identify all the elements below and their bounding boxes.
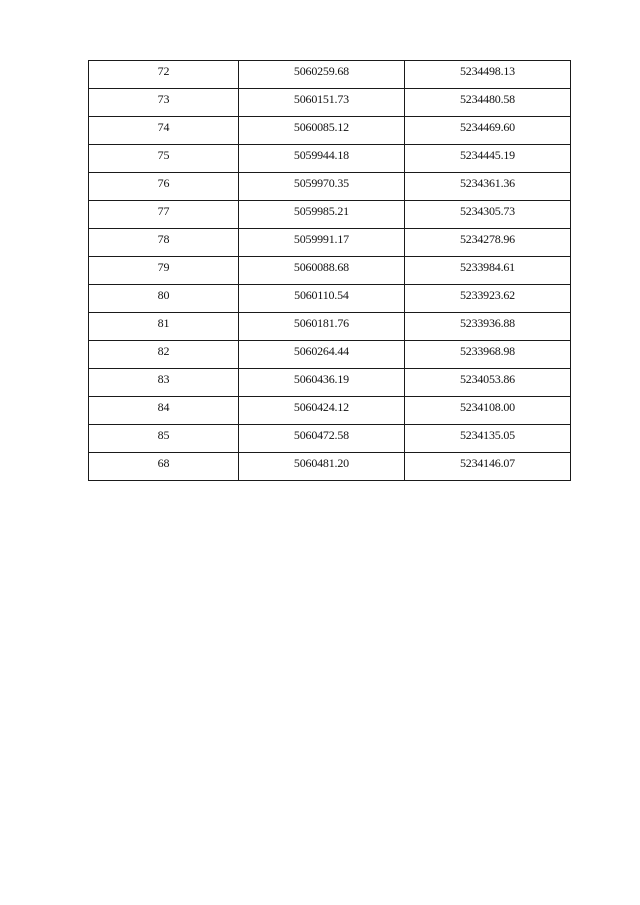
table-row bbox=[89, 313, 571, 341]
point-number-cell: 83 bbox=[89, 369, 239, 397]
table-row bbox=[89, 201, 571, 229]
point-number-cell: 84 bbox=[89, 397, 239, 425]
point-number-cell: 77 bbox=[89, 201, 239, 229]
y-coordinate-cell: 5234146.07 bbox=[404, 453, 570, 481]
x-coordinate-cell: 5059991.17 bbox=[238, 229, 404, 257]
x-coordinate-cell: 5060110.54 bbox=[238, 285, 404, 313]
y-coordinate-cell: 5234469.60 bbox=[404, 117, 570, 145]
y-coordinate-cell: 5234445.19 bbox=[404, 145, 570, 173]
coordinates-table bbox=[88, 60, 571, 481]
y-coordinate-cell: 5234361.36 bbox=[404, 173, 570, 201]
point-number-cell: 75 bbox=[89, 145, 239, 173]
y-coordinate-cell: 5234135.05 bbox=[404, 425, 570, 453]
table-row bbox=[89, 453, 571, 481]
y-coordinate-cell: 5234108.00 bbox=[404, 397, 570, 425]
point-number-cell: 80 bbox=[89, 285, 239, 313]
x-coordinate-cell: 5059985.21 bbox=[238, 201, 404, 229]
x-coordinate-cell: 5060264.44 bbox=[238, 341, 404, 369]
table-row bbox=[89, 89, 571, 117]
table-row bbox=[89, 397, 571, 425]
table-row bbox=[89, 173, 571, 201]
x-coordinate-cell: 5060481.20 bbox=[238, 453, 404, 481]
point-number-cell: 78 bbox=[89, 229, 239, 257]
y-coordinate-cell: 5234480.58 bbox=[404, 89, 570, 117]
x-coordinate-cell: 5060436.19 bbox=[238, 369, 404, 397]
point-number-cell: 81 bbox=[89, 313, 239, 341]
x-coordinate-cell: 5060085.12 bbox=[238, 117, 404, 145]
table-row bbox=[89, 229, 571, 257]
x-coordinate-cell: 5060472.58 bbox=[238, 425, 404, 453]
y-coordinate-cell: 5233984.61 bbox=[404, 257, 570, 285]
y-coordinate-cell: 5234278.96 bbox=[404, 229, 570, 257]
point-number-cell: 76 bbox=[89, 173, 239, 201]
point-number-cell: 73 bbox=[89, 89, 239, 117]
y-coordinate-cell: 5234305.73 bbox=[404, 201, 570, 229]
x-coordinate-cell: 5060424.12 bbox=[238, 397, 404, 425]
coordinates-table-body bbox=[89, 61, 571, 481]
y-coordinate-cell: 5233968.98 bbox=[404, 341, 570, 369]
x-coordinate-cell: 5060181.76 bbox=[238, 313, 404, 341]
table-row bbox=[89, 369, 571, 397]
y-coordinate-cell: 5234053.86 bbox=[404, 369, 570, 397]
table-row bbox=[89, 257, 571, 285]
x-coordinate-cell: 5059944.18 bbox=[238, 145, 404, 173]
point-number-cell: 82 bbox=[89, 341, 239, 369]
table-row bbox=[89, 117, 571, 145]
point-number-cell: 68 bbox=[89, 453, 239, 481]
x-coordinate-cell: 5060088.68 bbox=[238, 257, 404, 285]
table-row bbox=[89, 425, 571, 453]
table-row bbox=[89, 145, 571, 173]
table-row bbox=[89, 285, 571, 313]
y-coordinate-cell: 5233936.88 bbox=[404, 313, 570, 341]
x-coordinate-cell: 5060151.73 bbox=[238, 89, 404, 117]
point-number-cell: 79 bbox=[89, 257, 239, 285]
point-number-cell: 72 bbox=[89, 61, 239, 89]
y-coordinate-cell: 5233923.62 bbox=[404, 285, 570, 313]
point-number-cell: 74 bbox=[89, 117, 239, 145]
table-row bbox=[89, 61, 571, 89]
y-coordinate-cell: 5234498.13 bbox=[404, 61, 570, 89]
point-number-cell: 85 bbox=[89, 425, 239, 453]
x-coordinate-cell: 5060259.68 bbox=[238, 61, 404, 89]
table-row bbox=[89, 341, 571, 369]
x-coordinate-cell: 5059970.35 bbox=[238, 173, 404, 201]
